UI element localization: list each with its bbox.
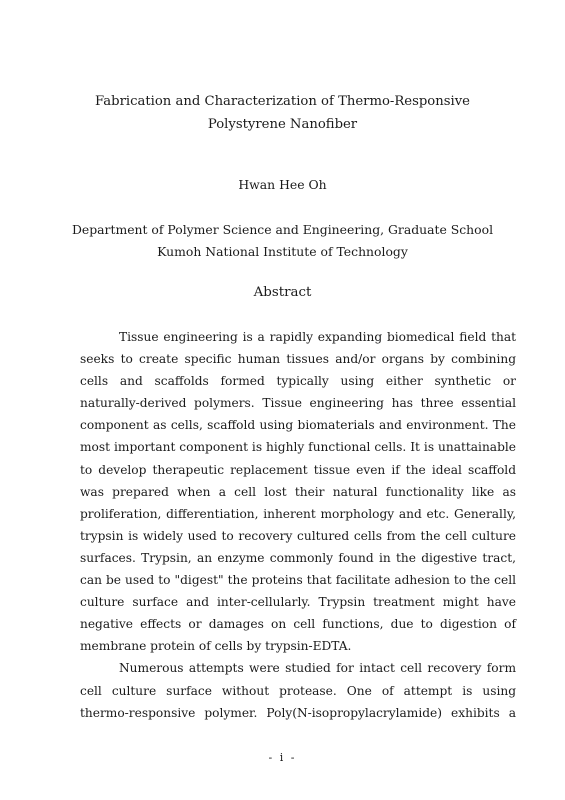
body-line: seeks to create specific human tissues and/or organs by combining bbox=[80, 352, 516, 367]
body-line: was prepared when a cell lost their natural functionality like as bbox=[80, 484, 516, 499]
body-line: culture surface and inter-cellularly. Trypsin treatment might have bbox=[80, 595, 516, 610]
affiliation bbox=[0, 219, 565, 263]
body-line: can be used to "digest" the proteins that facilitate adhesion to the cell bbox=[80, 573, 516, 588]
body-line: most important component is highly functional cells. It is unattainable bbox=[80, 440, 516, 455]
affiliation-line-1: Department of Polymer Science and Engineering, Graduate School bbox=[71, 222, 494, 237]
body-line: to develop therapeutic replacement tissue even if the ideal scaffold bbox=[80, 462, 516, 477]
body-line: cell culture surface without protease. One of attempt is using bbox=[80, 683, 516, 698]
title-line-2: Polystyrene Nanofiber bbox=[207, 117, 358, 132]
affiliation-line-2: Kumoh National Institute of Technology bbox=[157, 244, 408, 259]
body-line: trypsin is widely used to recovery cultured cells from the cell culture bbox=[80, 528, 516, 543]
abstract-heading: Abstract bbox=[253, 285, 312, 300]
body-line: proliferation, differentiation, inherent morphology and etc. Generally, bbox=[80, 506, 516, 521]
page-number: - i - bbox=[268, 751, 297, 764]
thesis-title bbox=[0, 90, 565, 136]
title-line-1: Fabrication and Characterization of Thermo-Responsive bbox=[95, 94, 470, 109]
body-line: surfaces. Trypsin, an enzyme commonly found in the digestive tract, bbox=[80, 550, 516, 565]
body-line: negative effects or damages on cell functions, due to digestion of bbox=[80, 617, 516, 632]
author-name: Hwan Hee Oh bbox=[238, 177, 327, 192]
body-line: membrane protein of cells by trypsin-EDTA. bbox=[80, 639, 352, 654]
abstract-body bbox=[80, 326, 516, 724]
body-line: naturally-derived polymers. Tissue engineering has three essential bbox=[80, 396, 516, 411]
body-line: thermo-responsive polymer. Poly(N-isopropylacrylamide) exhibits a bbox=[80, 705, 516, 720]
body-line: component as cells, scaffold using biomaterials and environment. The bbox=[80, 418, 516, 433]
body-line: Numerous attempts were studied for intact cell recovery form bbox=[119, 661, 516, 676]
body-line: cells and scaffolds formed typically using either synthetic or bbox=[80, 374, 516, 389]
body-line: Tissue engineering is a rapidly expanding biomedical field that bbox=[119, 330, 516, 344]
